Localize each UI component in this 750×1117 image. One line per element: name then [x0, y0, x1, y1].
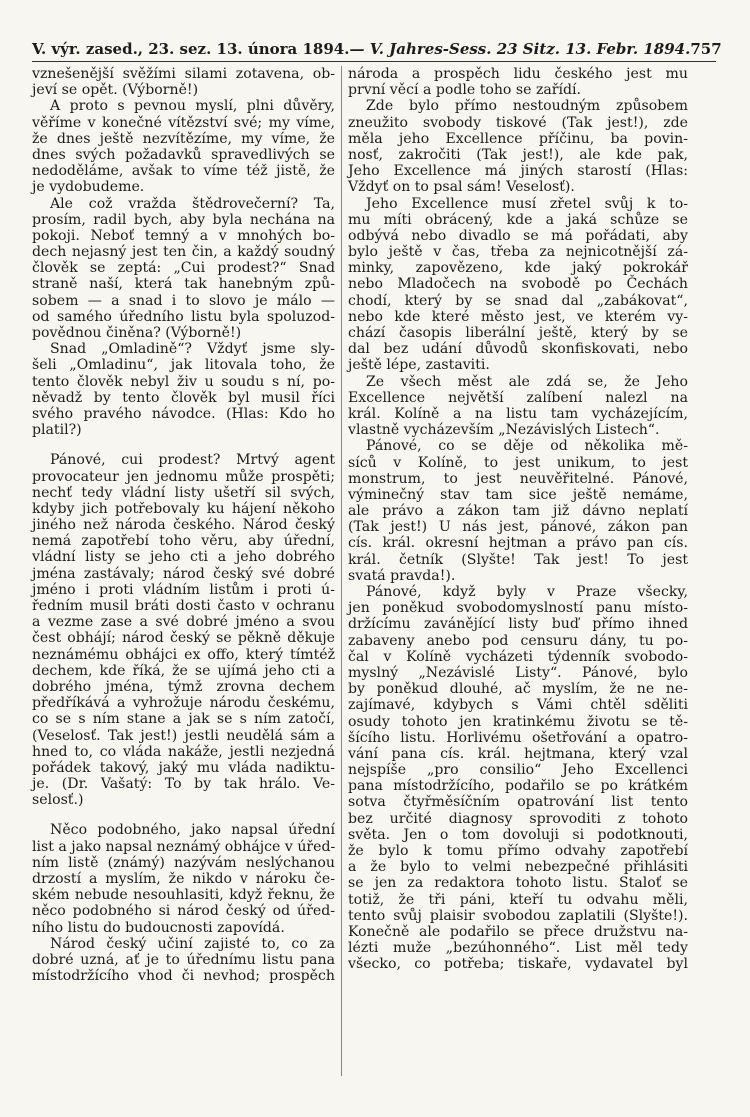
text-line: jméno i proti vládním listům i proti ú-	[32, 581, 335, 598]
text-line: svého pravého návodce. (Hlas: Kdo ho	[32, 405, 335, 422]
text-line: první věcí a podle toho se zařídí.	[348, 82, 582, 99]
text-line: tento svůj plaisir svobodou zaplatili (Slyšte!).	[348, 907, 688, 924]
text-line: sobem — a snad i to slovo je málo —	[32, 292, 335, 309]
text-line: dobré uzná, ať je to úřednímu listu pana	[32, 951, 335, 968]
text-line: co se s ním stane a jak se s ním zatočí,	[32, 711, 335, 728]
text-line: Jeho Excellence musí zřetel svůj k to-	[366, 195, 688, 212]
text-line: pana místodržícího, podařilo se po krátkém	[348, 778, 688, 795]
text-line: jiného než národa českého. Národ český	[32, 517, 335, 534]
text-line: a vezme zase a své dobré jméno a svou	[32, 614, 335, 631]
text-line: nejspíše „pro consilio“ Jeho Excellenci	[348, 762, 688, 779]
text-line: král. Kolíně a na listu tam vycházejícím,	[348, 405, 688, 422]
text-line: Pánové, co se děje od několika mě-	[366, 438, 688, 455]
text-line: bylo ještě v čas, třeba za nejnicotnější zá-	[348, 244, 688, 261]
header-left: V. výr. zased., 23. sez. 13. února 1894.	[32, 40, 350, 58]
text-line: nebo Mladočech na svobodě po Čechách	[348, 276, 688, 293]
text-line: dech nejasný jest ten čin, a každý soudný	[32, 244, 335, 261]
text-line: Excellence největší zalíbení nalezl na	[348, 389, 688, 406]
text-line: ale právo a zákon tam již dávno neplatí	[348, 503, 688, 520]
text-line: ještě lépe, zastaviti.	[348, 357, 490, 374]
text-line: hned to, co vláda nakáže, jestli nezjedná	[32, 743, 335, 760]
text-line: vládní listy se jeho cti a jeho dobrého	[32, 549, 335, 566]
paragraph-gap	[32, 808, 335, 822]
text-line: (Veselosť. Tak jest!) jestli neudělá sám a	[32, 727, 335, 744]
text-line: že dnes ještě nezvítězíme, my víme, že	[32, 130, 335, 147]
text-line: tento člověk nebyl živ u soudu s ní, po-	[32, 373, 335, 390]
text-line: svatá pravda!).	[348, 567, 456, 584]
text-line: Vždyť on to psal sám! Veselosť).	[348, 179, 575, 196]
text-line: by poněkud dlouhé, ač myslím, že ne ne-	[348, 681, 688, 698]
text-line: nechť tedy vládní listy ušetří sil svých,	[32, 484, 335, 501]
text-line: síců v Kolíně, to jest unikum, to jest	[348, 454, 688, 471]
text-line: předříkává a vyhrožuje národu českému,	[32, 695, 335, 712]
text-line: člověk se zeptá: „Cui prodest?“ Snad	[32, 260, 335, 277]
text-line: a že bylo to velmi nebezpečné přihlásiti	[348, 859, 688, 876]
text-line: prosím, radil bych, aby byla nechána na	[32, 211, 335, 228]
text-line: ředním musil bráti dosti často v ochranu	[32, 598, 335, 614]
text-line: nosť, zakročiti (Tak jest!), ale kde pak,	[348, 146, 688, 163]
text-line: Ale což vražda štědrovečerní? Ta,	[50, 195, 335, 212]
text-line: Konečně ale podařilo se přece družstvu na-	[348, 923, 688, 940]
text-line: něvadž by tento člověk byl musil říci	[32, 389, 335, 406]
text-line: Ze všech měst ale zdá se, že Jeho	[366, 373, 688, 390]
text-line: zajímavé, kdybych s Vámi chtěl sděliti	[348, 697, 688, 714]
text-line: Zde bylo přímo nestoudným způsobem	[366, 98, 688, 115]
text-line: A proto s pevnou myslí, plni důvěry,	[50, 98, 335, 115]
text-line: ním listě (známý) nazývám neslýchanou	[32, 854, 335, 871]
text-line: Národ český učiní zajisté to, co za	[50, 935, 335, 952]
text-line: bez určité diagnosy sprovoditi z tohoto	[348, 810, 688, 827]
text-line: vznešenější svěžími silami zotavena, ob-	[32, 66, 335, 82]
text-line: je vydobudeme.	[32, 179, 145, 196]
text-line: kdyby jich potřebovaly ku hájení někoho	[32, 500, 335, 517]
text-line: dechem, kde říká, že se ujímá jeho cti a	[32, 662, 335, 679]
text-line: osudy tohoto jen kratinkému životu se tě-	[348, 713, 688, 730]
text-line: Pánové, cui prodest? Mrtvý agent	[50, 452, 335, 469]
text-line: výminečný stav tam sice ještě nemáme,	[348, 486, 688, 503]
text-line: zneužito svobody tiskové (Tak jest!), zde	[348, 114, 688, 131]
text-line: jména zastávaly; národ český své dobré	[32, 565, 335, 582]
text-line: šeli „Omladinu“, jak litovala toho, že	[32, 357, 335, 374]
text-line: věříme v konečné vítězství své; my víme,	[32, 114, 335, 131]
text-line: lézti muže „bezúhonného“. List měl tedy	[348, 940, 688, 957]
text-line: pořádek takový, jaký mu vláda nadiktu-	[32, 759, 335, 776]
header-right: — V. Jahres-Sess. 23 Sitz. 13. Febr. 1894.	[349, 40, 691, 58]
paragraph-gap	[32, 438, 335, 452]
text-line: chodí, který by se snad dal „zabákovat“,	[348, 292, 688, 309]
text-line: nedoděláme, avšak to víme též jistě, že	[32, 163, 335, 180]
text-line: myslný „Nezávislé Listy“. Pánové, bylo	[348, 664, 688, 681]
text-line: nemá zapotřebí toho věru, aby úřední,	[32, 533, 335, 550]
text-line: nebo kde které město jest, ve kterém vy-	[348, 308, 688, 325]
text-line: minky, zapovězeno, kde jaký pokrokář	[348, 260, 688, 277]
text-line: ního listu do budoucnosti zapovídá.	[32, 919, 285, 936]
text-line: měla jeho Excellence příčinu, ba povin-	[348, 130, 688, 147]
text-line: vání pana cís. král. hejtmana, který vzal	[348, 745, 688, 762]
text-line: mu míti obrácený, kde a jaká schůze se	[348, 211, 688, 228]
text-line: Pánové, když byly v Praze všecky,	[366, 584, 688, 600]
text-line: jen poněkud svobodomyslností panu místo-	[348, 600, 688, 617]
text-line: šícího listu. Horlivému ošetřování a opatro-	[348, 729, 688, 746]
text-line: světa. Jen o tom dovoluji si podotknouti,	[348, 826, 688, 843]
text-line: jeví se opět. (Výborně!)	[32, 82, 199, 99]
text-line: dnes svých požadavků spravedlivých se	[32, 146, 335, 163]
text-line: všecko, co potřeba; tiskaře, vydavatel byl	[348, 956, 688, 973]
text-line: totiž, že tři páni, kteří tu odvahu měli,	[348, 891, 688, 908]
text-line: drzostí a myslím, že nikdo v nároku če-	[32, 871, 335, 887]
text-line: od samého úředního listu byla spoluzod-	[32, 308, 335, 325]
text-line: zabaveny anebo pod censuru dány, tu po-	[348, 632, 688, 649]
text-line: list a jako napsal neznámý obhájce v úřed-	[32, 838, 336, 855]
text-line: monstrum, to jest neuvěřitelné. Pánové,	[348, 470, 688, 487]
text-line: sotva čtyřměsíčním opatrování list tento	[348, 794, 688, 811]
text-line: dal bez udání důvodů skonfiskovati, nebo	[348, 341, 688, 358]
text-line: čest obhájí; národ český se pěkně děkuje	[32, 630, 335, 647]
text-line: dobrého jména, týmž zrovna dechem	[32, 678, 335, 695]
text-line: cís. král. okresní hejtman a právo pan cís.	[348, 535, 688, 552]
text-line: pokoji. Neboť temný a v mnohých bo-	[32, 227, 335, 244]
text-line: odbývá nebo divadlo se má pořádati, aby	[348, 227, 688, 244]
text-line: něco podobného si národ český od úřed-	[32, 903, 335, 920]
left-column	[32, 66, 335, 984]
text-line: povědnou činěna? (Výborně!)	[32, 325, 242, 341]
text-line: že bylo k tomu přímo odvahy zapotřebí	[348, 843, 688, 859]
text-line: čal v Kolíně vycházeti týdenník svobodo-	[348, 648, 688, 665]
text-line: se jen za redaktora tohoto listu. Staloť se	[348, 875, 688, 892]
column-divider	[341, 66, 342, 1076]
text-line: Něco podobného, jako napsal úřední	[50, 822, 335, 839]
text-line: neznámému obhájci ex offo, který tímtéž	[32, 646, 335, 663]
text-line: ském nebude nesouhlasiti, když řeknu, že	[32, 887, 335, 904]
text-line: straně naší, která tak hanebným způ-	[32, 276, 335, 293]
text-line: Snad „Omladině“? Vždyť jsme sly-	[50, 341, 335, 358]
text-line: vlastně vycházevším „Nezávislých Listech“.	[348, 422, 660, 439]
text-line: selosť.)	[32, 792, 84, 809]
page-number: 757	[690, 40, 722, 58]
text-line: národa a prospěch lidu českého jest mu	[348, 66, 688, 82]
text-line: místodržícího vhod či nevhod; prospěch	[32, 968, 335, 985]
text-line: král. četník (Slyšte! Tak jest! To jest	[348, 551, 688, 568]
right-column	[348, 66, 688, 973]
text-line: Jeho Excellence má jiných starostí (Hlas:	[348, 163, 688, 180]
text-line: platil?)	[32, 422, 82, 439]
page-header	[32, 34, 722, 62]
text-line: držícímu zavánějící listy buď přímo ihned	[348, 616, 688, 633]
text-line: (Tak jest!) U nás jest, pánové, zákon pan	[348, 519, 688, 536]
text-line: chází časopis liberální ještě, který by se	[348, 325, 688, 341]
text-line: je. (Dr. Vašatý: To by tak hrálo. Ve-	[32, 776, 335, 793]
text-line: provocateur jen jednomu může prospěti;	[32, 468, 335, 485]
